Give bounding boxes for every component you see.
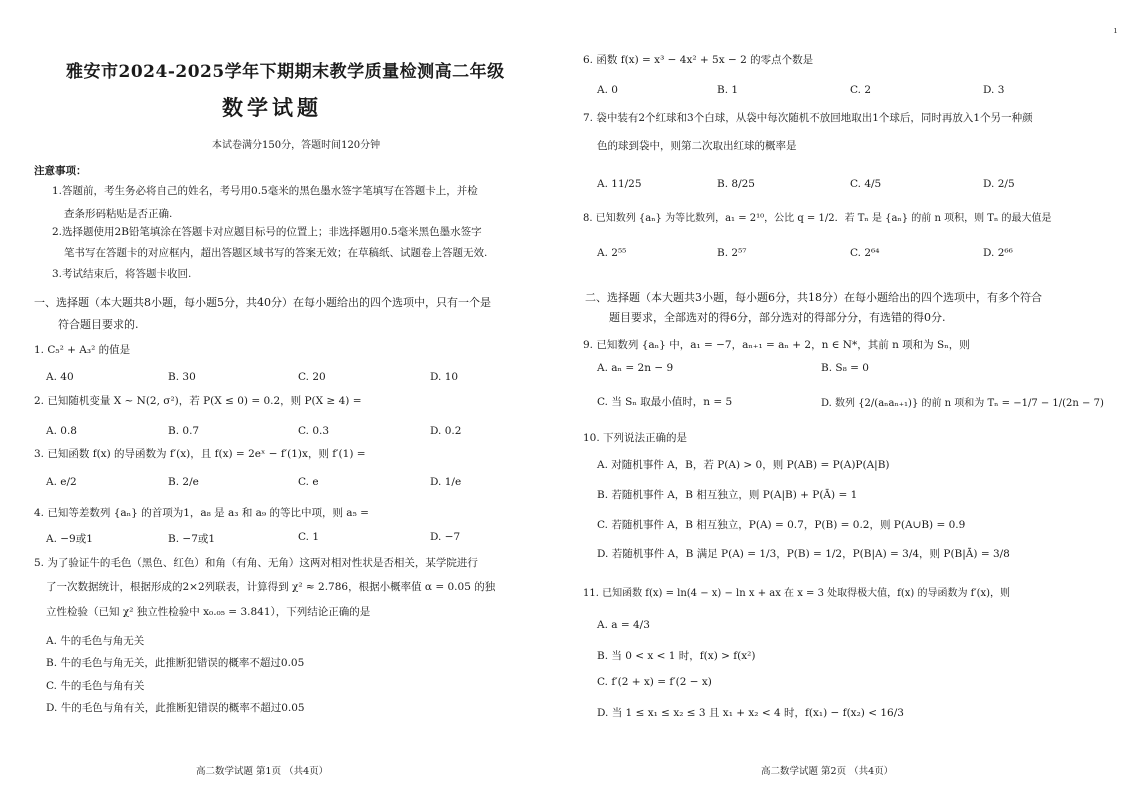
question-6-option-d: D. 3 (983, 84, 1005, 96)
question-7-stem-line: 7. 袋中装有2个红球和3个白球，从袋中每次随机不放回地取出1个球后，同时再放入1个另一种颜 (583, 112, 1033, 124)
question-8-option-b: B. 2⁵⁷ (717, 247, 747, 259)
page-footer: 高二数学试题 第2页 （共4页） (761, 766, 894, 777)
subject-title: 数学试题 (222, 95, 322, 120)
note-line: 3.考试结束后，将答题卡收回. (52, 268, 192, 280)
note-line: 2.选择题使用2B铅笔填涂在答题卡对应题目标号的位置上；非选择题用0.5毫米黑色墨水签字 (52, 226, 482, 238)
question-7-option-b: B. 8/25 (717, 178, 755, 190)
section-two-heading-cont: 题目要求，全部选对的得6分，部分选对的得部分分，有选错的得0分. (609, 311, 946, 324)
question-6-option-a: A. 0 (597, 84, 618, 96)
section-two-heading: 二、选择题（本大题共3小题，每小题6分，共18分）在每小题给出的四个选项中，有多个符合 (585, 291, 1042, 304)
question-4-option-c: C. 1 (298, 531, 320, 543)
left-page (0, 0, 560, 794)
question-5-option-b: B. 牛的毛色与角无关，此推断犯错误的概率不超过0.05 (46, 657, 305, 669)
question-6-option-b: B. 1 (717, 84, 739, 96)
question-2-option-b: B. 0.7 (168, 425, 200, 437)
question-7-option-c: C. 4/5 (850, 178, 882, 190)
question-9-option-b: B. S₈ = 0 (821, 362, 869, 374)
note-line: 笔书写在答题卡的对应框内，超出答题区域书写的答案无效；在草稿纸、试题卷上答题无效. (64, 247, 488, 259)
question-6-stem: 6. 函数 f(x) = x³ − 4x² + 5x − 2 的零点个数是 (583, 54, 814, 66)
section-one-heading-cont: 符合题目要求的. (58, 318, 139, 331)
note-line: 查条形码粘贴是否正确. (64, 208, 173, 220)
question-5-option-c: C. 牛的毛色与角有关 (46, 680, 145, 692)
question-3-stem: 3. 已知函数 f(x) 的导函数为 f′(x)，且 f(x) = 2eˣ − f′(1)x，则 f′(1) = (34, 448, 366, 460)
question-2-option-a: A. 0.8 (46, 425, 77, 437)
question-11-stem: 11. 已知函数 f(x) = ln(4 − x) − ln x + ax 在 x = 3 处取得极大值，f(x) 的导函数为 f′(x)，则 (583, 588, 1011, 599)
question-2-option-c: C. 0.3 (298, 425, 330, 437)
question-4-stem: 4. 已知等差数列 {aₙ} 的首项为1，a₈ 是 a₃ 和 a₉ 的等比中项，则 a₅ = (34, 507, 369, 519)
question-3-option-b: B. 2/e (168, 476, 199, 488)
question-1-option-a: A. 40 (46, 371, 74, 383)
question-4-option-d: D. −7 (430, 531, 461, 543)
question-8-stem: 8. 已知数列 {aₙ} 为等比数列，a₁ = 2¹⁰，公比 q = 1/2．若 Tₙ 是 {aₙ} 的前 n 项积，则 Tₙ 的最大值是 (583, 213, 1052, 224)
question-3-option-d: D. 1/e (430, 476, 462, 488)
question-11-option-b: B. 当 0 < x < 1 时，f(x) > f(x²) (597, 650, 756, 662)
question-1-option-b: B. 30 (168, 371, 196, 383)
question-10-stem: 10. 下列说法正确的是 (583, 432, 688, 444)
question-3-option-a: A. e/2 (46, 476, 77, 488)
question-4-option-b: B. −7或1 (168, 533, 216, 545)
right-page (563, 0, 1123, 794)
scan-edge-mark: ı (1114, 26, 1117, 36)
question-7-stem-line: 色的球到袋中，则第二次取出红球的概率是 (597, 140, 797, 152)
question-8-option-a: A. 2⁵⁵ (597, 247, 627, 259)
question-4-option-a: A. −9或1 (46, 533, 93, 545)
question-8-option-d: D. 2⁶⁶ (983, 247, 1013, 259)
notes-heading: 注意事项： (34, 165, 87, 177)
question-11-option-d: D. 当 1 ≤ x₁ ≤ x₂ ≤ 3 且 x₁ + x₂ < 4 时，f(x₁) − f(x₂) < 16/3 (597, 707, 904, 719)
question-5-stem-line: 5. 为了验证牛的毛色（黑色、红色）和角（有角、无角）这两对相对性状是否相关，某学院进行 (34, 557, 478, 569)
question-9-stem: 9. 已知数列 {aₙ} 中，a₁ = −7，aₙ₊₁ = aₙ + 2，n ∈ N*，其前 n 项和为 Sₙ，则 (583, 339, 970, 351)
exam-title: 雅安市2024-2025学年下期期末教学质量检测高二年级 (66, 62, 505, 82)
question-3-option-c: C. e (298, 476, 319, 488)
question-10-option-d: D. 若随机事件 A，B 满足 P(A) = 1/3，P(B) = 1/2，P(B|A) = 3/4，则 P(B|Ā) = 3/8 (597, 548, 1010, 560)
question-5-stem-line: 了一次数据统计，根据形成的2×2列联表，计算得到 χ² ≈ 2.786，根据小概率值 α = 0.05 的独 (46, 581, 496, 593)
page-footer: 高二数学试题 第1页 （共4页） (196, 766, 329, 777)
question-2-option-d: D. 0.2 (430, 425, 462, 437)
question-6-option-c: C. 2 (850, 84, 872, 96)
question-10-option-a: A. 对随机事件 A，B，若 P(A) > 0，则 P(AB) = P(A)P(A|B) (597, 459, 890, 471)
question-2-stem: 2. 已知随机变量 X ~ N(2, σ²)，若 P(X ≤ 0) = 0.2，则 P(X ≥ 4) = (34, 395, 362, 407)
question-1-stem: 1. C₅² + A₃² 的值是 (34, 344, 131, 356)
question-11-option-c: C. f′(2 + x) = f′(2 − x) (597, 676, 712, 688)
question-9-option-a: A. aₙ = 2n − 9 (597, 362, 674, 374)
question-11-option-a: A. a = 4/3 (597, 619, 650, 631)
question-1-option-c: C. 20 (298, 371, 326, 383)
question-9-option-d: D. 数列 {2/(aₙaₙ₊₁)} 的前 n 项和为 Tₙ = −1/7 − 1/(2n − 7) (821, 398, 1104, 409)
question-9-option-c: C. 当 Sₙ 取最小值时，n = 5 (597, 396, 733, 408)
question-10-option-c: C. 若随机事件 A，B 相互独立，P(A) = 0.7，P(B) = 0.2，则 P(A∪B) = 0.9 (597, 519, 966, 531)
note-line: 1.答题前，考生务必将自己的姓名，考号用0.5毫米的黑色墨水签字笔填写在答题卡上，并检 (52, 185, 478, 197)
exam-info: 本试卷满分150分，答题时间120分钟 (212, 140, 381, 151)
question-7-option-d: D. 2/5 (983, 178, 1015, 190)
question-10-option-b: B. 若随机事件 A，B 相互独立，则 P(A|B) + P(Ā) = 1 (597, 489, 858, 501)
question-5-stem-line: 立性检验（已知 χ² 独立性检验中 x₀.₀₅ = 3.841），下列结论正确的是 (46, 606, 371, 618)
section-one-heading: 一、选择题（本大题共8小题，每小题5分，共40分）在每小题给出的四个选项中，只有一个是 (34, 296, 491, 309)
question-7-option-a: A. 11/25 (597, 178, 642, 190)
question-8-option-c: C. 2⁶⁴ (850, 247, 880, 259)
question-1-option-d: D. 10 (430, 371, 459, 383)
question-5-option-d: D. 牛的毛色与角有关，此推断犯错误的概率不超过0.05 (46, 702, 305, 714)
question-5-option-a: A. 牛的毛色与角无关 (46, 635, 145, 647)
